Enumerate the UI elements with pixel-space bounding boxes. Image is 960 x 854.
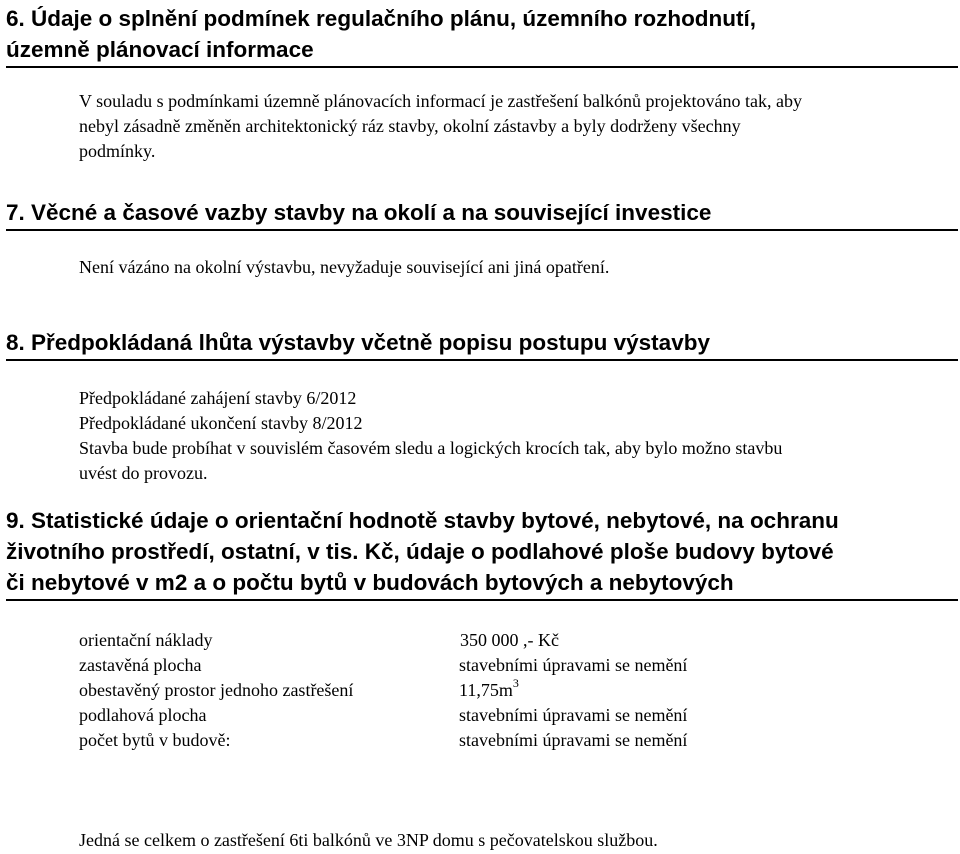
section-8-process-line-2: uvést do provozu.: [79, 463, 208, 483]
stat-value: 350 000 ,- Kč: [460, 630, 559, 650]
section-8-body: [79, 386, 782, 486]
section-8-heading-line: 8. Předpokládaná lhůta výstavby včetně popisu postupu výstavby: [6, 330, 710, 355]
section-9-heading-line-3: či nebytové v m2 a o počtu bytů v budovách bytových a nebytových: [6, 570, 734, 595]
statistics-table: [79, 628, 779, 753]
stat-value-number: 11,75m: [459, 680, 513, 700]
section-6-heading-line-1: 6. Údaje o splnění podmínek regulačního plánu, územního rozhodnutí,: [6, 6, 757, 31]
section-9-heading-line-1: 9. Statistické údaje o orientační hodnotě stavby bytové, nebytové, na ochranu: [6, 508, 839, 533]
section-7-heading: [6, 197, 958, 231]
section-7-body: [79, 255, 609, 280]
section-9-heading: [6, 505, 958, 601]
stat-row-built-area: [79, 653, 779, 678]
closing-note: [79, 828, 658, 853]
section-8-heading: [6, 327, 958, 361]
section-6-heading-line-2: územně plánovací informace: [6, 37, 314, 62]
stat-value: stavebními úpravami se nemění: [459, 655, 688, 675]
section-6-body-line-3: podmínky.: [79, 141, 156, 161]
closing-note-line: Jedná se celkem o zastřešení 6ti balkónů ve 3NP domu s pečovatelskou službou.: [79, 830, 658, 850]
stat-label: obestavěný prostor jednoho zastřešení: [79, 680, 354, 700]
stat-row-floor-area: [79, 703, 779, 728]
stat-row-enclosed-volume: [79, 678, 779, 703]
stat-value-unit-superscript: 3: [512, 676, 519, 690]
stat-row-apartment-count: [79, 728, 779, 753]
stat-label: počet bytů v budově:: [79, 730, 231, 750]
stat-label: podlahová plocha: [79, 705, 207, 725]
stat-label: zastavěná plocha: [79, 655, 202, 675]
section-6-body-line-2: nebyl zásadně změněn architektonický ráz stavby, okolní zástavby a byly dodrženy všechny: [79, 116, 741, 136]
section-8-process-line-1: Stavba bude probíhat v souvislém časovém sledu a logických krocích tak, aby bylo možno stavbu: [79, 438, 783, 458]
section-6-heading: [6, 3, 958, 68]
section-7-body-line: Není vázáno na okolní výstavbu, nevyžaduje související ani jiná opatření.: [79, 257, 610, 277]
section-7-heading-line: 7. Věcné a časové vazby stavby na okolí a na související investice: [6, 200, 712, 225]
section-8-start-line: Předpokládané zahájení stavby 6/2012: [79, 388, 357, 408]
section-8-end-line: Předpokládané ukončení stavby 8/2012: [79, 413, 363, 433]
section-6-body-line-1: V souladu s podmínkami územně plánovacích informací je zastřešení balkónů projektováno tak, aby: [79, 91, 802, 111]
section-9-heading-line-2: životního prostředí, ostatní, v tis. Kč, údaje o podlahové ploše budovy bytové: [6, 539, 834, 564]
stat-value: stavebními úpravami se nemění: [459, 705, 688, 725]
section-6-body: [79, 89, 802, 164]
stat-value: stavebními úpravami se nemění: [459, 730, 688, 750]
stat-row-costs: [79, 628, 779, 653]
stat-label: orientační náklady: [79, 630, 213, 650]
stat-value-with-unit: [459, 678, 519, 703]
